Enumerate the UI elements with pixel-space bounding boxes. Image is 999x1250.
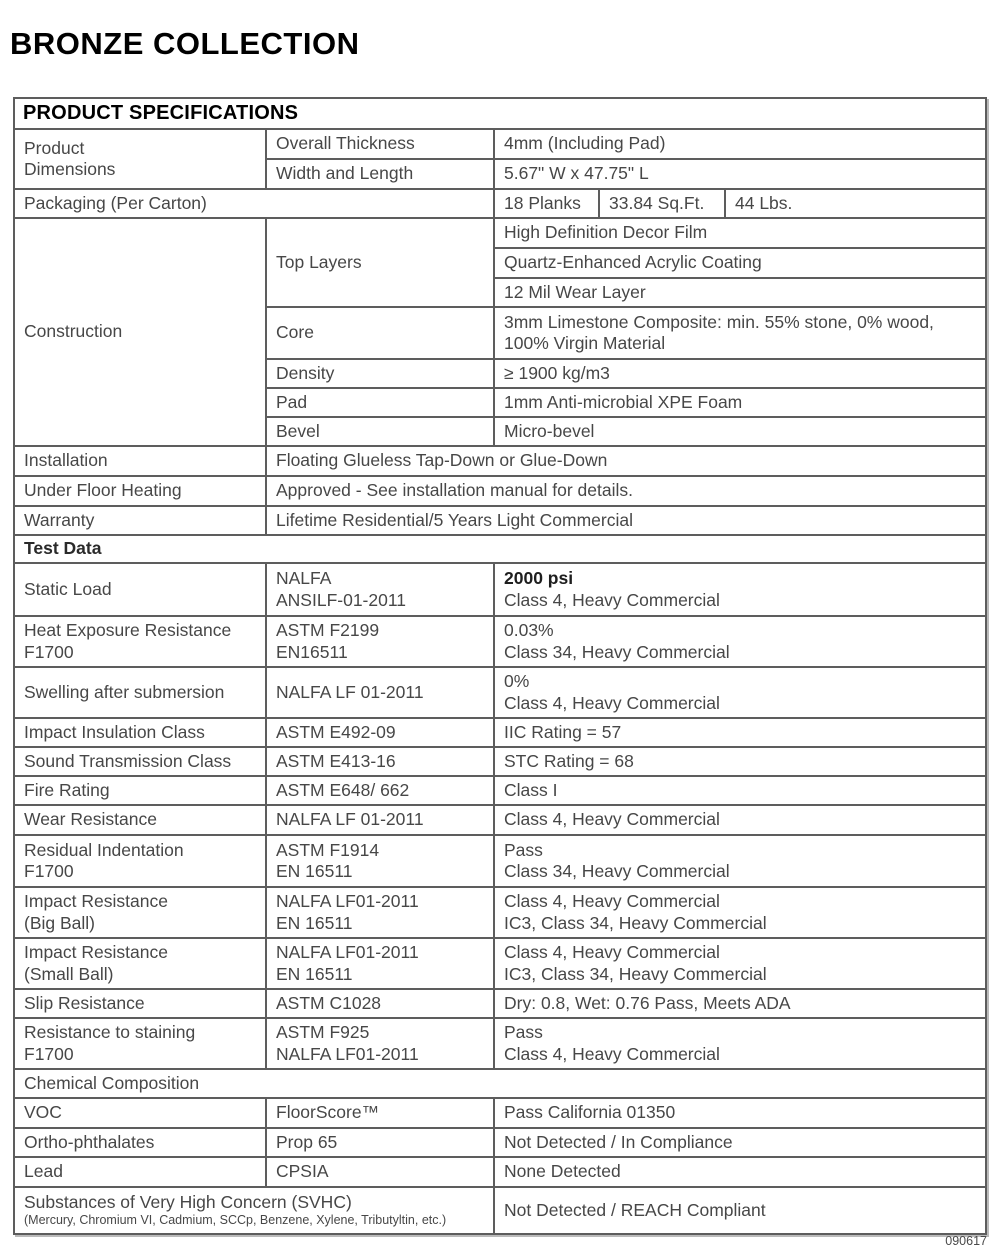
spec-row xyxy=(14,747,986,776)
cell-line: ASTM C1028 xyxy=(276,992,382,1013)
spec-cell xyxy=(494,718,986,747)
cell-line: Dimensions xyxy=(24,159,116,179)
cell-line: Width and Length xyxy=(276,163,414,184)
spec-row xyxy=(14,535,986,563)
cell-line: Impact Insulation Class xyxy=(24,721,205,742)
cell-line: ASTM E648/ 662 xyxy=(276,779,410,800)
spec-cell xyxy=(14,718,266,747)
spec-cell xyxy=(266,747,494,776)
spec-cell xyxy=(494,248,986,278)
cell-line: Swelling after submersion xyxy=(24,681,225,702)
cell-line: Class 4, Heavy Commercial xyxy=(504,692,720,713)
spec-cell xyxy=(14,1157,266,1187)
cell-line: PRODUCT SPECIFICATIONS xyxy=(23,102,299,125)
cell-line: ASTM F2199 xyxy=(276,620,380,641)
cell-line: Under Floor Heating xyxy=(24,480,182,501)
spec-cell xyxy=(266,159,494,189)
cell-line: Test Data xyxy=(24,538,102,559)
spec-row xyxy=(14,189,986,218)
spec-cell xyxy=(494,667,986,718)
cell-line: Product xyxy=(24,137,85,158)
spec-cell xyxy=(14,938,266,989)
cell-line: Chemical Composition xyxy=(24,1072,200,1093)
cell-line: EN 16511 xyxy=(276,963,353,984)
cell-line: Pass xyxy=(504,839,543,860)
cell-line: 33.84 Sq.Ft. xyxy=(609,192,705,213)
spec-row xyxy=(14,506,986,535)
spec-cell xyxy=(494,989,986,1018)
spec-cell xyxy=(266,776,494,805)
spec-cell xyxy=(266,667,494,718)
cell-line: Class 4, Heavy Commercial xyxy=(504,942,720,963)
spec-row xyxy=(14,1128,986,1157)
spec-cell xyxy=(266,388,494,417)
spec-cell xyxy=(266,417,494,446)
spec-cell xyxy=(494,938,986,989)
spec-cell xyxy=(14,563,266,616)
doc-code: 090617 xyxy=(945,1234,987,1248)
cell-line: FloorScore™ xyxy=(276,1102,380,1123)
spec-cell xyxy=(494,563,986,616)
spec-cell xyxy=(494,1128,986,1157)
spec-cell xyxy=(725,189,986,218)
cell-line: Approved - See installation manual for details. xyxy=(276,480,634,501)
spec-cell xyxy=(266,938,494,989)
cell-line: Fire Rating xyxy=(24,779,110,800)
spec-cell xyxy=(14,1128,266,1157)
spec-cell xyxy=(494,1157,986,1187)
spec-row xyxy=(14,1069,986,1098)
spec-cell xyxy=(266,446,986,476)
cell-line: IIC Rating = 57 xyxy=(504,721,622,742)
cell-line: Pad xyxy=(276,391,308,412)
spec-cell xyxy=(14,805,266,835)
spec-cell xyxy=(14,667,266,718)
spec-cell xyxy=(14,887,266,938)
spec-cell xyxy=(14,989,266,1018)
spec-cell xyxy=(494,805,986,835)
spec-cell xyxy=(14,506,266,535)
spec-cell xyxy=(266,718,494,747)
spec-cell xyxy=(266,359,494,388)
cell-line: Not Detected / REACH Compliant xyxy=(504,1199,766,1220)
cell-line: Substances of Very High Concern (SVHC) xyxy=(24,1192,352,1213)
cell-line: 18 Planks xyxy=(504,192,581,213)
spec-cell xyxy=(494,747,986,776)
cell-line: (Mercury, Chromium VI, Cadmium, SCCp, Benzene, Xylene, Tributyltin, etc.) xyxy=(24,1213,447,1228)
cell-line: Sound Transmission Class xyxy=(24,750,232,771)
cell-line: F1700 xyxy=(24,641,74,662)
cell-line: Pass xyxy=(504,1022,543,1043)
spec-cell xyxy=(266,1157,494,1187)
spec-cell xyxy=(14,1069,986,1098)
spec-row xyxy=(14,667,986,718)
spec-cell xyxy=(494,307,986,359)
cell-line: NALFA LF01-2011 xyxy=(276,942,419,963)
cell-line: NALFA LF 01-2011 xyxy=(276,809,424,830)
cell-line: VOC xyxy=(24,1102,62,1123)
spec-cell xyxy=(494,616,986,667)
spec-cell xyxy=(494,388,986,417)
cell-line: Construction xyxy=(24,321,123,342)
spec-cell xyxy=(14,616,266,667)
cell-line: 44 Lbs. xyxy=(735,192,793,213)
cell-line: Impact Resistance xyxy=(24,891,168,912)
spec-cell xyxy=(266,129,494,159)
spec-row xyxy=(14,1187,986,1234)
cell-line: NALFA LF01-2011 xyxy=(276,891,419,912)
spec-row xyxy=(14,776,986,805)
cell-line: Class 4, Heavy Commercial xyxy=(504,589,720,610)
spec-cell xyxy=(14,1187,494,1234)
page-title: BRONZE COLLECTION xyxy=(10,26,360,61)
spec-cell xyxy=(266,805,494,835)
spec-row xyxy=(14,446,986,476)
spec-row xyxy=(14,616,986,667)
spec-cell xyxy=(14,476,266,506)
cell-line: Class 4, Heavy Commercial xyxy=(504,809,720,830)
spec-table xyxy=(13,97,987,1235)
cell-line: IC3, Class 34, Heavy Commercial xyxy=(504,963,767,984)
cell-line: EN 16511 xyxy=(276,861,353,881)
cell-line: Wear Resistance xyxy=(24,809,157,830)
cell-line: Class I xyxy=(504,779,558,800)
cell-line: ASTM E413-16 xyxy=(276,750,396,771)
spec-cell xyxy=(266,989,494,1018)
spec-cell xyxy=(494,1098,986,1128)
cell-line: Density xyxy=(276,362,335,383)
cell-line: 0% xyxy=(504,671,530,692)
cell-line: NALFA LF 01-2011 xyxy=(276,681,424,702)
spec-cell xyxy=(266,887,494,938)
cell-line: Dry: 0.8, Wet: 0.76 Pass, Meets ADA xyxy=(504,992,791,1013)
cell-line: Floating Glueless Tap-Down or Glue-Down xyxy=(276,450,608,471)
spec-row xyxy=(14,938,986,989)
cell-line: None Detected xyxy=(504,1161,621,1182)
spec-row xyxy=(14,718,986,747)
cell-line: Quartz-Enhanced Acrylic Coating xyxy=(504,252,762,273)
cell-line: ANSILF-01-2011 xyxy=(276,589,407,610)
spec-cell xyxy=(266,307,494,359)
spec-cell xyxy=(494,776,986,805)
spec-cell xyxy=(494,278,986,307)
cell-line: High Definition Decor Film xyxy=(504,222,708,243)
spec-cell xyxy=(494,129,986,159)
spec-cell xyxy=(14,747,266,776)
cell-line: Class 34, Heavy Commercial xyxy=(504,641,730,662)
cell-line: NALFA xyxy=(276,568,332,589)
cell-line: Not Detected / In Compliance xyxy=(504,1131,733,1152)
spec-table-body xyxy=(14,98,986,1234)
cell-line: Class 34, Heavy Commercial xyxy=(504,861,730,881)
spec-cell xyxy=(266,835,494,887)
spec-cell xyxy=(266,1018,494,1069)
spec-cell xyxy=(494,1187,986,1234)
cell-line: (Small Ball) xyxy=(24,963,114,984)
cell-line: Pass California 01350 xyxy=(504,1102,676,1123)
spec-cell xyxy=(266,506,986,535)
spec-cell xyxy=(599,189,725,218)
cell-line: NALFA LF01-2011 xyxy=(276,1043,419,1064)
cell-line: 0.03% xyxy=(504,620,554,641)
spec-cell xyxy=(14,218,266,446)
spec-cell xyxy=(494,159,986,189)
cell-line: 2000 psi xyxy=(504,568,574,589)
cell-line: Ortho-phthalates xyxy=(24,1131,155,1152)
cell-line: Bevel xyxy=(276,420,320,441)
cell-line: 3mm Limestone Composite: min. 55% stone, 0% wood, xyxy=(504,311,934,332)
spec-cell xyxy=(14,129,266,189)
cell-line: Class 4, Heavy Commercial xyxy=(504,891,720,912)
cell-line: Warranty xyxy=(24,509,95,530)
cell-line: 1mm Anti-microbial XPE Foam xyxy=(504,391,743,412)
spec-row xyxy=(14,563,986,616)
cell-line: IC3, Class 34, Heavy Commercial xyxy=(504,912,767,933)
cell-line: ASTM E492-09 xyxy=(276,721,396,742)
cell-line: Static Load xyxy=(24,578,112,599)
spec-cell xyxy=(494,218,986,248)
spec-row xyxy=(14,887,986,938)
cell-line: Top Layers xyxy=(276,251,362,272)
spec-cell xyxy=(266,218,494,307)
spec-cell xyxy=(14,1018,266,1069)
cell-line: Installation xyxy=(24,450,108,471)
spec-cell xyxy=(14,1098,266,1128)
cell-line: 5.67" W x 47.75" L xyxy=(504,163,649,184)
spec-cell xyxy=(494,887,986,938)
cell-line: Lifetime Residential/5 Years Light Commercial xyxy=(276,509,633,530)
spec-cell xyxy=(266,476,986,506)
cell-line: Core xyxy=(276,322,314,343)
cell-line: EN 16511 xyxy=(276,912,353,933)
spec-row xyxy=(14,805,986,835)
cell-line: STC Rating = 68 xyxy=(504,750,634,771)
cell-line: Residual Indentation xyxy=(24,839,184,860)
cell-line: 4mm (Including Pad) xyxy=(504,133,666,154)
cell-line: Resistance to staining xyxy=(24,1022,196,1043)
spec-row xyxy=(14,476,986,506)
spec-cell xyxy=(14,446,266,476)
cell-line: Impact Resistance xyxy=(24,942,168,963)
cell-line: (Big Ball) xyxy=(24,912,95,933)
cell-line: Lead xyxy=(24,1161,63,1182)
spec-cell xyxy=(14,776,266,805)
cell-line: Packaging (Per Carton) xyxy=(24,192,207,213)
cell-line: F1700 xyxy=(24,1043,74,1064)
spec-row xyxy=(14,835,986,887)
spec-cell xyxy=(266,563,494,616)
cell-line: ASTM F1914 xyxy=(276,839,380,860)
spec-row xyxy=(14,129,986,159)
spec-cell xyxy=(266,1098,494,1128)
cell-line: 100% Virgin Material xyxy=(504,333,666,353)
cell-line: Prop 65 xyxy=(276,1131,338,1152)
spec-row xyxy=(14,1157,986,1187)
cell-line: ASTM F925 xyxy=(276,1022,370,1043)
spec-cell xyxy=(14,535,986,563)
cell-line: CPSIA xyxy=(276,1161,329,1182)
cell-line: ≥ 1900 kg/m3 xyxy=(504,362,610,383)
spec-cell xyxy=(494,1018,986,1069)
spec-cell xyxy=(494,359,986,388)
spec-cell xyxy=(266,616,494,667)
cell-line: Slip Resistance xyxy=(24,992,145,1013)
spec-cell xyxy=(14,189,494,218)
spec-cell xyxy=(494,189,599,218)
spec-row xyxy=(14,989,986,1018)
spec-row xyxy=(14,1018,986,1069)
cell-line: 12 Mil Wear Layer xyxy=(504,281,646,302)
spec-cell xyxy=(494,417,986,446)
cell-line: Overall Thickness xyxy=(276,133,415,154)
cell-line: EN16511 xyxy=(276,641,348,662)
spec-cell xyxy=(266,1128,494,1157)
cell-line: F1700 xyxy=(24,861,74,881)
spec-row xyxy=(14,98,986,129)
spec-row xyxy=(14,218,986,248)
spec-cell xyxy=(494,835,986,887)
cell-line: Class 4, Heavy Commercial xyxy=(504,1043,720,1064)
cell-line: Micro-bevel xyxy=(504,420,595,441)
spec-cell xyxy=(14,98,986,129)
spec-row xyxy=(14,1098,986,1128)
spec-cell xyxy=(14,835,266,887)
cell-line: Heat Exposure Resistance xyxy=(24,620,232,641)
